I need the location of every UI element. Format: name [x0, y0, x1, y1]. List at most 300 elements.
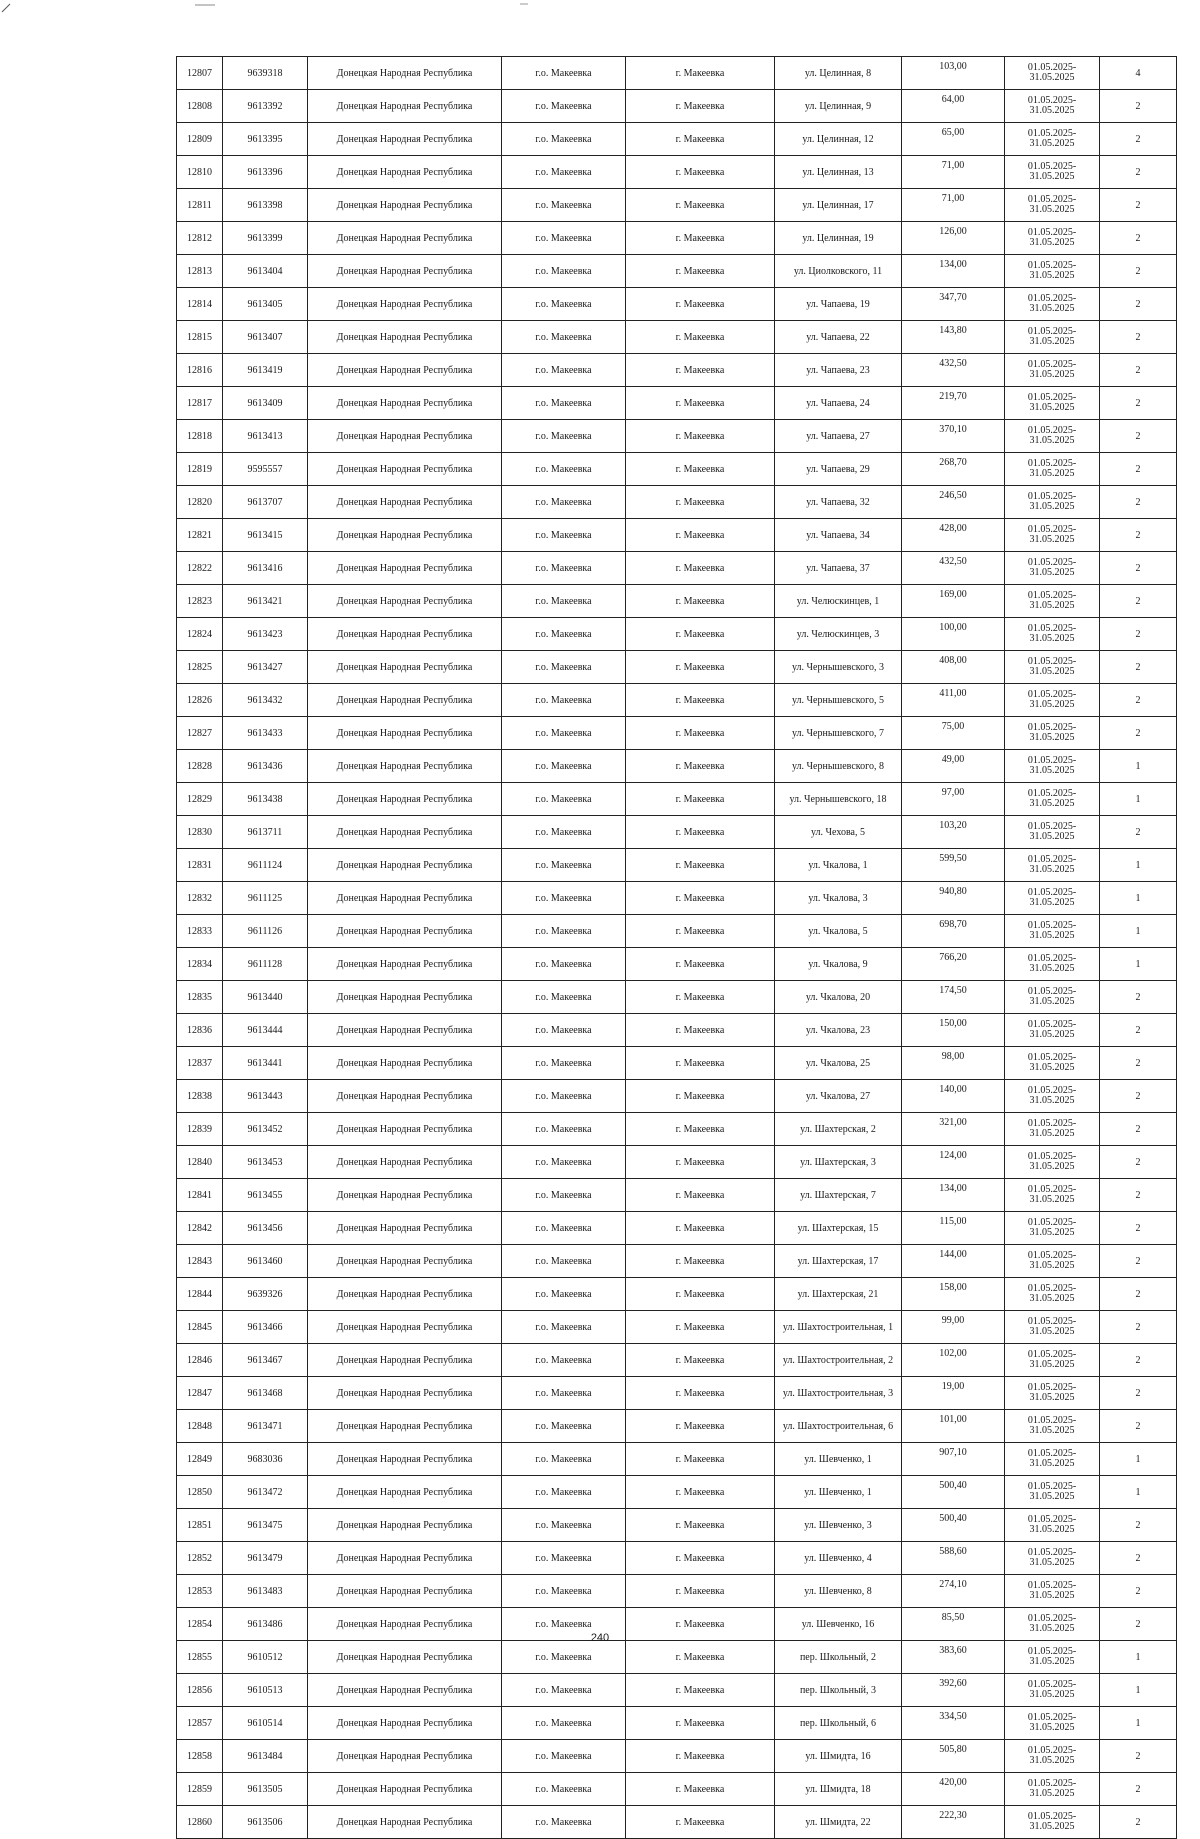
cell-row-number: 12812 — [177, 222, 223, 255]
cell-city: г. Макеевка — [626, 717, 775, 750]
cell-period: 01.05.2025-31.05.2025 — [1005, 1410, 1100, 1443]
cell-object-code: 9613396 — [223, 156, 308, 189]
cell-row-number: 12836 — [177, 1014, 223, 1047]
cell-row-number: 12843 — [177, 1245, 223, 1278]
cell-object-code: 9613475 — [223, 1509, 308, 1542]
cell-object-code: 9595557 — [223, 453, 308, 486]
cell-city: г. Макеевка — [626, 1047, 775, 1080]
cell-area: 940,80 — [902, 882, 1005, 915]
cell-city: г. Макеевка — [626, 651, 775, 684]
cell-period: 01.05.2025-31.05.2025 — [1005, 354, 1100, 387]
cell-district: г.о. Макеевка — [502, 1212, 626, 1245]
cell-region: Донецкая Народная Республика — [308, 783, 502, 816]
cell-region: Донецкая Народная Республика — [308, 816, 502, 849]
cell-district: г.о. Макеевка — [502, 1278, 626, 1311]
cell-period: 01.05.2025-31.05.2025 — [1005, 1608, 1100, 1641]
table-row — [177, 1509, 1177, 1542]
cell-period: 01.05.2025-31.05.2025 — [1005, 1674, 1100, 1707]
cell-city: г. Макеевка — [626, 123, 775, 156]
cell-region: Донецкая Народная Республика — [308, 981, 502, 1014]
cell-row-number: 12845 — [177, 1311, 223, 1344]
cell-region: Донецкая Народная Республика — [308, 288, 502, 321]
cell-district: г.о. Макеевка — [502, 750, 626, 783]
cell-city: г. Макеевка — [626, 1542, 775, 1575]
cell-object-code: 9613436 — [223, 750, 308, 783]
cell-row-number: 12808 — [177, 90, 223, 123]
cell-area: 124,00 — [902, 1146, 1005, 1179]
cell-object-code: 9610514 — [223, 1707, 308, 1740]
cell-area: 347,70 — [902, 288, 1005, 321]
cell-address: ул. Чапаева, 37 — [775, 552, 902, 585]
cell-count: 2 — [1100, 1146, 1177, 1179]
cell-count: 1 — [1100, 1674, 1177, 1707]
cell-period: 01.05.2025-31.05.2025 — [1005, 1113, 1100, 1146]
cell-district: г.о. Макеевка — [502, 585, 626, 618]
cell-region: Донецкая Народная Республика — [308, 1014, 502, 1047]
cell-region: Донецкая Народная Республика — [308, 552, 502, 585]
table-row — [177, 1311, 1177, 1344]
cell-count: 2 — [1100, 222, 1177, 255]
cell-city: г. Макеевка — [626, 552, 775, 585]
cell-row-number: 12828 — [177, 750, 223, 783]
cell-city: г. Макеевка — [626, 1113, 775, 1146]
cell-period: 01.05.2025-31.05.2025 — [1005, 1146, 1100, 1179]
cell-period: 01.05.2025-31.05.2025 — [1005, 321, 1100, 354]
cell-city: г. Макеевка — [626, 750, 775, 783]
cell-region: Донецкая Народная Республика — [308, 1179, 502, 1212]
cell-district: г.о. Макеевка — [502, 288, 626, 321]
table-row — [177, 1047, 1177, 1080]
cell-object-code: 9613433 — [223, 717, 308, 750]
cell-count: 2 — [1100, 420, 1177, 453]
cell-object-code: 9611124 — [223, 849, 308, 882]
table-row — [177, 585, 1177, 618]
cell-period: 01.05.2025-31.05.2025 — [1005, 816, 1100, 849]
cell-period: 01.05.2025-31.05.2025 — [1005, 1179, 1100, 1212]
cell-city: г. Макеевка — [626, 816, 775, 849]
cell-region: Донецкая Народная Республика — [308, 1212, 502, 1245]
cell-address: пер. Школьный, 2 — [775, 1641, 902, 1674]
cell-period: 01.05.2025-31.05.2025 — [1005, 255, 1100, 288]
cell-row-number: 12813 — [177, 255, 223, 288]
cell-district: г.о. Макеевка — [502, 1080, 626, 1113]
cell-address: пер. Школьный, 3 — [775, 1674, 902, 1707]
cell-count: 2 — [1100, 1344, 1177, 1377]
cell-count: 2 — [1100, 1608, 1177, 1641]
cell-region: Донецкая Народная Республика — [308, 1443, 502, 1476]
cell-region: Донецкая Народная Республика — [308, 57, 502, 90]
cell-city: г. Макеевка — [626, 1278, 775, 1311]
cell-area: 420,00 — [902, 1773, 1005, 1806]
cell-area: 432,50 — [902, 354, 1005, 387]
cell-address: ул. Чкалова, 5 — [775, 915, 902, 948]
table-row — [177, 882, 1177, 915]
cell-area: 383,60 — [902, 1641, 1005, 1674]
cell-address: ул. Шахтостроительная, 2 — [775, 1344, 902, 1377]
cell-area: 588,60 — [902, 1542, 1005, 1575]
cell-city: г. Макеевка — [626, 1080, 775, 1113]
cell-district: г.о. Макеевка — [502, 552, 626, 585]
cell-address: ул. Целинная, 17 — [775, 189, 902, 222]
table-row — [177, 519, 1177, 552]
cell-area: 100,00 — [902, 618, 1005, 651]
cell-address: ул. Шевченко, 16 — [775, 1608, 902, 1641]
cell-period: 01.05.2025-31.05.2025 — [1005, 618, 1100, 651]
cell-period: 01.05.2025-31.05.2025 — [1005, 684, 1100, 717]
cell-region: Донецкая Народная Республика — [308, 849, 502, 882]
cell-address: ул. Чапаева, 32 — [775, 486, 902, 519]
cell-object-code: 9613415 — [223, 519, 308, 552]
cell-row-number: 12854 — [177, 1608, 223, 1641]
cell-area: 411,00 — [902, 684, 1005, 717]
cell-district: г.о. Макеевка — [502, 222, 626, 255]
cell-district: г.о. Макеевка — [502, 717, 626, 750]
cell-address: ул. Челюскинцев, 3 — [775, 618, 902, 651]
cell-city: г. Макеевка — [626, 453, 775, 486]
cell-city: г. Макеевка — [626, 948, 775, 981]
cell-row-number: 12850 — [177, 1476, 223, 1509]
cell-city: г. Макеевка — [626, 222, 775, 255]
cell-city: г. Макеевка — [626, 1509, 775, 1542]
cell-object-code: 9613416 — [223, 552, 308, 585]
cell-period: 01.05.2025-31.05.2025 — [1005, 981, 1100, 1014]
cell-count: 2 — [1100, 1113, 1177, 1146]
cell-district: г.о. Макеевка — [502, 321, 626, 354]
cell-count: 2 — [1100, 684, 1177, 717]
cell-row-number: 12824 — [177, 618, 223, 651]
register-table — [176, 56, 1177, 1839]
cell-address: ул. Чапаева, 24 — [775, 387, 902, 420]
cell-area: 143,80 — [902, 321, 1005, 354]
cell-region: Донецкая Народная Республика — [308, 1146, 502, 1179]
table-row — [177, 816, 1177, 849]
cell-region: Донецкая Народная Республика — [308, 222, 502, 255]
cell-district: г.о. Макеевка — [502, 1113, 626, 1146]
cell-region: Донецкая Народная Республика — [308, 354, 502, 387]
cell-district: г.о. Макеевка — [502, 1509, 626, 1542]
cell-count: 2 — [1100, 1212, 1177, 1245]
cell-period: 01.05.2025-31.05.2025 — [1005, 915, 1100, 948]
cell-period: 01.05.2025-31.05.2025 — [1005, 1740, 1100, 1773]
table-row — [177, 915, 1177, 948]
cell-city: г. Макеевка — [626, 1410, 775, 1443]
cell-region: Донецкая Народная Республика — [308, 453, 502, 486]
cell-row-number: 12851 — [177, 1509, 223, 1542]
cell-city: г. Макеевка — [626, 486, 775, 519]
cell-period: 01.05.2025-31.05.2025 — [1005, 717, 1100, 750]
cell-region: Донецкая Народная Республика — [308, 1410, 502, 1443]
cell-row-number: 12829 — [177, 783, 223, 816]
table-row — [177, 552, 1177, 585]
cell-address: ул. Чапаева, 23 — [775, 354, 902, 387]
cell-object-code: 9613404 — [223, 255, 308, 288]
cell-period: 01.05.2025-31.05.2025 — [1005, 1377, 1100, 1410]
cell-object-code: 9613484 — [223, 1740, 308, 1773]
table-row — [177, 222, 1177, 255]
cell-district: г.о. Макеевка — [502, 1344, 626, 1377]
cell-area: 321,00 — [902, 1113, 1005, 1146]
cell-address: ул. Чернышевского, 7 — [775, 717, 902, 750]
cell-area: 274,10 — [902, 1575, 1005, 1608]
cell-row-number: 12807 — [177, 57, 223, 90]
cell-object-code: 9613711 — [223, 816, 308, 849]
cell-region: Донецкая Народная Республика — [308, 1377, 502, 1410]
table-row — [177, 1674, 1177, 1707]
cell-row-number: 12834 — [177, 948, 223, 981]
cell-row-number: 12817 — [177, 387, 223, 420]
table-row — [177, 684, 1177, 717]
table-row — [177, 123, 1177, 156]
cell-count: 2 — [1100, 1773, 1177, 1806]
cell-count: 1 — [1100, 882, 1177, 915]
cell-object-code: 9613456 — [223, 1212, 308, 1245]
cell-row-number: 12844 — [177, 1278, 223, 1311]
table-row — [177, 948, 1177, 981]
cell-area: 500,40 — [902, 1509, 1005, 1542]
cell-count: 2 — [1100, 1245, 1177, 1278]
cell-city: г. Макеевка — [626, 849, 775, 882]
cell-region: Донецкая Народная Республика — [308, 1047, 502, 1080]
cell-region: Донецкая Народная Республика — [308, 1740, 502, 1773]
cell-region: Донецкая Народная Республика — [308, 387, 502, 420]
cell-count: 1 — [1100, 849, 1177, 882]
cell-address: ул. Чапаева, 27 — [775, 420, 902, 453]
cell-city: г. Макеевка — [626, 288, 775, 321]
cell-area: 505,80 — [902, 1740, 1005, 1773]
cell-period: 01.05.2025-31.05.2025 — [1005, 1641, 1100, 1674]
table-row — [177, 387, 1177, 420]
cell-region: Донецкая Народная Республика — [308, 882, 502, 915]
table-row — [177, 849, 1177, 882]
cell-district: г.о. Макеевка — [502, 57, 626, 90]
cell-region: Донецкая Народная Республика — [308, 519, 502, 552]
cell-count: 1 — [1100, 915, 1177, 948]
cell-city: г. Макеевка — [626, 783, 775, 816]
cell-object-code: 9613423 — [223, 618, 308, 651]
cell-region: Донецкая Народная Республика — [308, 915, 502, 948]
cell-row-number: 12859 — [177, 1773, 223, 1806]
cell-period: 01.05.2025-31.05.2025 — [1005, 948, 1100, 981]
cell-row-number: 12827 — [177, 717, 223, 750]
cell-city: г. Макеевка — [626, 618, 775, 651]
cell-city: г. Макеевка — [626, 387, 775, 420]
cell-city: г. Макеевка — [626, 519, 775, 552]
cell-row-number: 12847 — [177, 1377, 223, 1410]
cell-region: Донецкая Народная Республика — [308, 1278, 502, 1311]
cell-count: 2 — [1100, 189, 1177, 222]
cell-row-number: 12818 — [177, 420, 223, 453]
cell-city: г. Макеевка — [626, 915, 775, 948]
table-row — [177, 1179, 1177, 1212]
cell-row-number: 12856 — [177, 1674, 223, 1707]
cell-area: 766,20 — [902, 948, 1005, 981]
cell-district: г.о. Макеевка — [502, 1047, 626, 1080]
cell-count: 2 — [1100, 486, 1177, 519]
cell-row-number: 12814 — [177, 288, 223, 321]
cell-count: 2 — [1100, 618, 1177, 651]
cell-area: 698,70 — [902, 915, 1005, 948]
table-row — [177, 453, 1177, 486]
cell-city: г. Макеевка — [626, 1707, 775, 1740]
cell-object-code: 9613405 — [223, 288, 308, 321]
cell-district: г.о. Макеевка — [502, 651, 626, 684]
cell-city: г. Макеевка — [626, 321, 775, 354]
cell-address: ул. Целинная, 8 — [775, 57, 902, 90]
table-row — [177, 1146, 1177, 1179]
cell-area: 101,00 — [902, 1410, 1005, 1443]
cell-city: г. Макеевка — [626, 1674, 775, 1707]
table-row — [177, 1245, 1177, 1278]
cell-city: г. Макеевка — [626, 57, 775, 90]
cell-address: ул. Шахтостроительная, 3 — [775, 1377, 902, 1410]
table-row — [177, 1080, 1177, 1113]
cell-city: г. Макеевка — [626, 1740, 775, 1773]
cell-count: 2 — [1100, 816, 1177, 849]
cell-period: 01.05.2025-31.05.2025 — [1005, 1707, 1100, 1740]
cell-area: 174,50 — [902, 981, 1005, 1014]
cell-object-code: 9613460 — [223, 1245, 308, 1278]
cell-address: ул. Чапаева, 29 — [775, 453, 902, 486]
cell-period: 01.05.2025-31.05.2025 — [1005, 189, 1100, 222]
table-row — [177, 486, 1177, 519]
table-row — [177, 1575, 1177, 1608]
cell-region: Донецкая Народная Республика — [308, 486, 502, 519]
cell-period: 01.05.2025-31.05.2025 — [1005, 519, 1100, 552]
cell-city: г. Макеевка — [626, 585, 775, 618]
cell-address: ул. Циолковского, 11 — [775, 255, 902, 288]
table-row — [177, 1773, 1177, 1806]
cell-period: 01.05.2025-31.05.2025 — [1005, 750, 1100, 783]
cell-area: 98,00 — [902, 1047, 1005, 1080]
cell-object-code: 9613453 — [223, 1146, 308, 1179]
cell-object-code: 9639318 — [223, 57, 308, 90]
cell-area: 99,00 — [902, 1311, 1005, 1344]
cell-area: 219,70 — [902, 387, 1005, 420]
cell-district: г.о. Макеевка — [502, 90, 626, 123]
cell-region: Донецкая Народная Республика — [308, 684, 502, 717]
table-row — [177, 1641, 1177, 1674]
cell-district: г.о. Макеевка — [502, 684, 626, 717]
cell-address: ул. Чернышевского, 5 — [775, 684, 902, 717]
table-body — [177, 57, 1177, 1839]
cell-row-number: 12811 — [177, 189, 223, 222]
cell-district: г.о. Макеевка — [502, 1740, 626, 1773]
cell-district: г.о. Макеевка — [502, 1179, 626, 1212]
table-row — [177, 354, 1177, 387]
table-row — [177, 1740, 1177, 1773]
cell-district: г.о. Макеевка — [502, 618, 626, 651]
cell-row-number: 12822 — [177, 552, 223, 585]
cell-object-code: 9613505 — [223, 1773, 308, 1806]
cell-period: 01.05.2025-31.05.2025 — [1005, 849, 1100, 882]
cell-row-number: 12848 — [177, 1410, 223, 1443]
cell-city: г. Макеевка — [626, 1245, 775, 1278]
cell-city: г. Макеевка — [626, 189, 775, 222]
cell-area: 115,00 — [902, 1212, 1005, 1245]
cell-count: 2 — [1100, 255, 1177, 288]
cell-address: ул. Целинная, 9 — [775, 90, 902, 123]
cell-count: 1 — [1100, 1707, 1177, 1740]
cell-row-number: 12809 — [177, 123, 223, 156]
cell-count: 2 — [1100, 1080, 1177, 1113]
cell-count: 2 — [1100, 1377, 1177, 1410]
cell-district: г.о. Макеевка — [502, 915, 626, 948]
cell-row-number: 12857 — [177, 1707, 223, 1740]
cell-count: 1 — [1100, 750, 1177, 783]
cell-address: ул. Целинная, 19 — [775, 222, 902, 255]
cell-city: г. Макеевка — [626, 156, 775, 189]
table-row — [177, 1542, 1177, 1575]
cell-city: г. Макеевка — [626, 1575, 775, 1608]
cell-object-code: 9613421 — [223, 585, 308, 618]
cell-count: 2 — [1100, 1806, 1177, 1839]
cell-row-number: 12819 — [177, 453, 223, 486]
table-row — [177, 90, 1177, 123]
cell-period: 01.05.2025-31.05.2025 — [1005, 783, 1100, 816]
cell-address: ул. Чапаева, 22 — [775, 321, 902, 354]
cell-address: ул. Чкалова, 23 — [775, 1014, 902, 1047]
cell-row-number: 12826 — [177, 684, 223, 717]
cell-period: 01.05.2025-31.05.2025 — [1005, 123, 1100, 156]
cell-region: Донецкая Народная Республика — [308, 1080, 502, 1113]
table-row — [177, 717, 1177, 750]
cell-count: 2 — [1100, 1047, 1177, 1080]
cell-area: 75,00 — [902, 717, 1005, 750]
cell-district: г.о. Макеевка — [502, 1443, 626, 1476]
cell-address: ул. Челюскинцев, 1 — [775, 585, 902, 618]
cell-period: 01.05.2025-31.05.2025 — [1005, 1542, 1100, 1575]
table-row — [177, 1410, 1177, 1443]
cell-area: 599,50 — [902, 849, 1005, 882]
cell-district: г.о. Макеевка — [502, 420, 626, 453]
table-row — [177, 1014, 1177, 1047]
cell-area: 158,00 — [902, 1278, 1005, 1311]
cell-count: 2 — [1100, 717, 1177, 750]
cell-object-code: 9613441 — [223, 1047, 308, 1080]
cell-count: 2 — [1100, 354, 1177, 387]
cell-city: г. Макеевка — [626, 1377, 775, 1410]
cell-address: ул. Шахтерская, 7 — [775, 1179, 902, 1212]
cell-area: 144,00 — [902, 1245, 1005, 1278]
cell-address: ул. Шмидта, 22 — [775, 1806, 902, 1839]
cell-count: 1 — [1100, 1443, 1177, 1476]
cell-object-code: 9611128 — [223, 948, 308, 981]
cell-count: 2 — [1100, 651, 1177, 684]
cell-area: 500,40 — [902, 1476, 1005, 1509]
table-row — [177, 1806, 1177, 1839]
cell-address: ул. Чернышевского, 18 — [775, 783, 902, 816]
cell-object-code: 9611125 — [223, 882, 308, 915]
cell-district: г.о. Макеевка — [502, 1311, 626, 1344]
cell-row-number: 12823 — [177, 585, 223, 618]
cell-row-number: 12825 — [177, 651, 223, 684]
cell-area: 102,00 — [902, 1344, 1005, 1377]
cell-region: Донецкая Народная Республика — [308, 156, 502, 189]
cell-district: г.о. Макеевка — [502, 1806, 626, 1839]
table-row — [177, 420, 1177, 453]
cell-object-code: 9613471 — [223, 1410, 308, 1443]
cell-district: г.о. Макеевка — [502, 1641, 626, 1674]
table-row — [177, 321, 1177, 354]
cell-object-code: 9683036 — [223, 1443, 308, 1476]
cell-row-number: 12853 — [177, 1575, 223, 1608]
cell-address: ул. Шахтерская, 2 — [775, 1113, 902, 1146]
cell-city: г. Макеевка — [626, 1476, 775, 1509]
cell-area: 71,00 — [902, 156, 1005, 189]
cell-district: г.о. Макеевка — [502, 1608, 626, 1641]
cell-district: г.о. Макеевка — [502, 486, 626, 519]
cell-address: ул. Шахтерская, 3 — [775, 1146, 902, 1179]
